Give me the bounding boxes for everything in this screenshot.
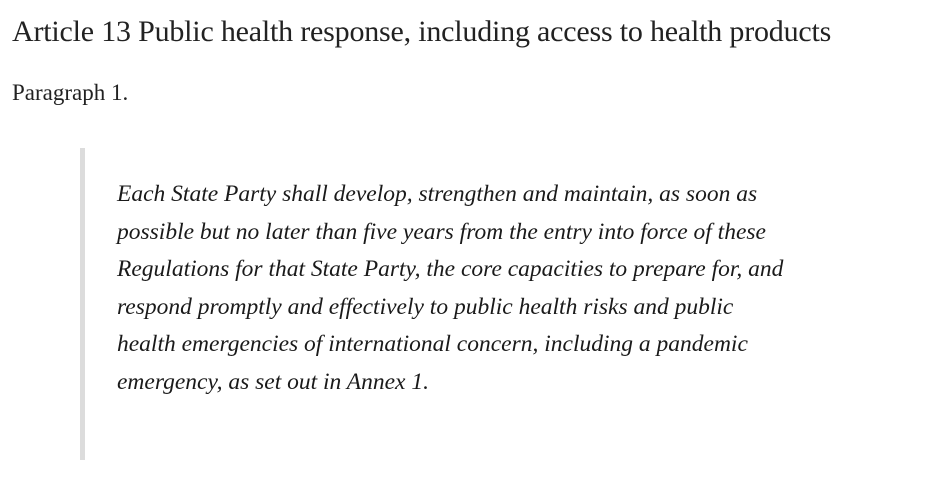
quote-line: Each State Party shall develop, strengthen and maintain, as soon as (117, 181, 758, 207)
quote-line: health emergencies of international concern, including a pandemic (117, 331, 748, 357)
paragraph-quote (80, 148, 880, 460)
paragraph-label: Paragraph 1. (12, 80, 129, 105)
quote-text (117, 176, 880, 401)
article-title: Article 13 Public health response, including access to health products (12, 15, 832, 48)
quote-line: Regulations for that State Party, the core capacities to prepare for, and (117, 256, 784, 282)
quote-line: emergency, as set out in Annex 1. (117, 368, 429, 395)
quote-line: possible but no later than five years from the entry into force of these (117, 218, 766, 245)
quote-line: respond promptly and effectively to public health risks and public (117, 293, 734, 320)
